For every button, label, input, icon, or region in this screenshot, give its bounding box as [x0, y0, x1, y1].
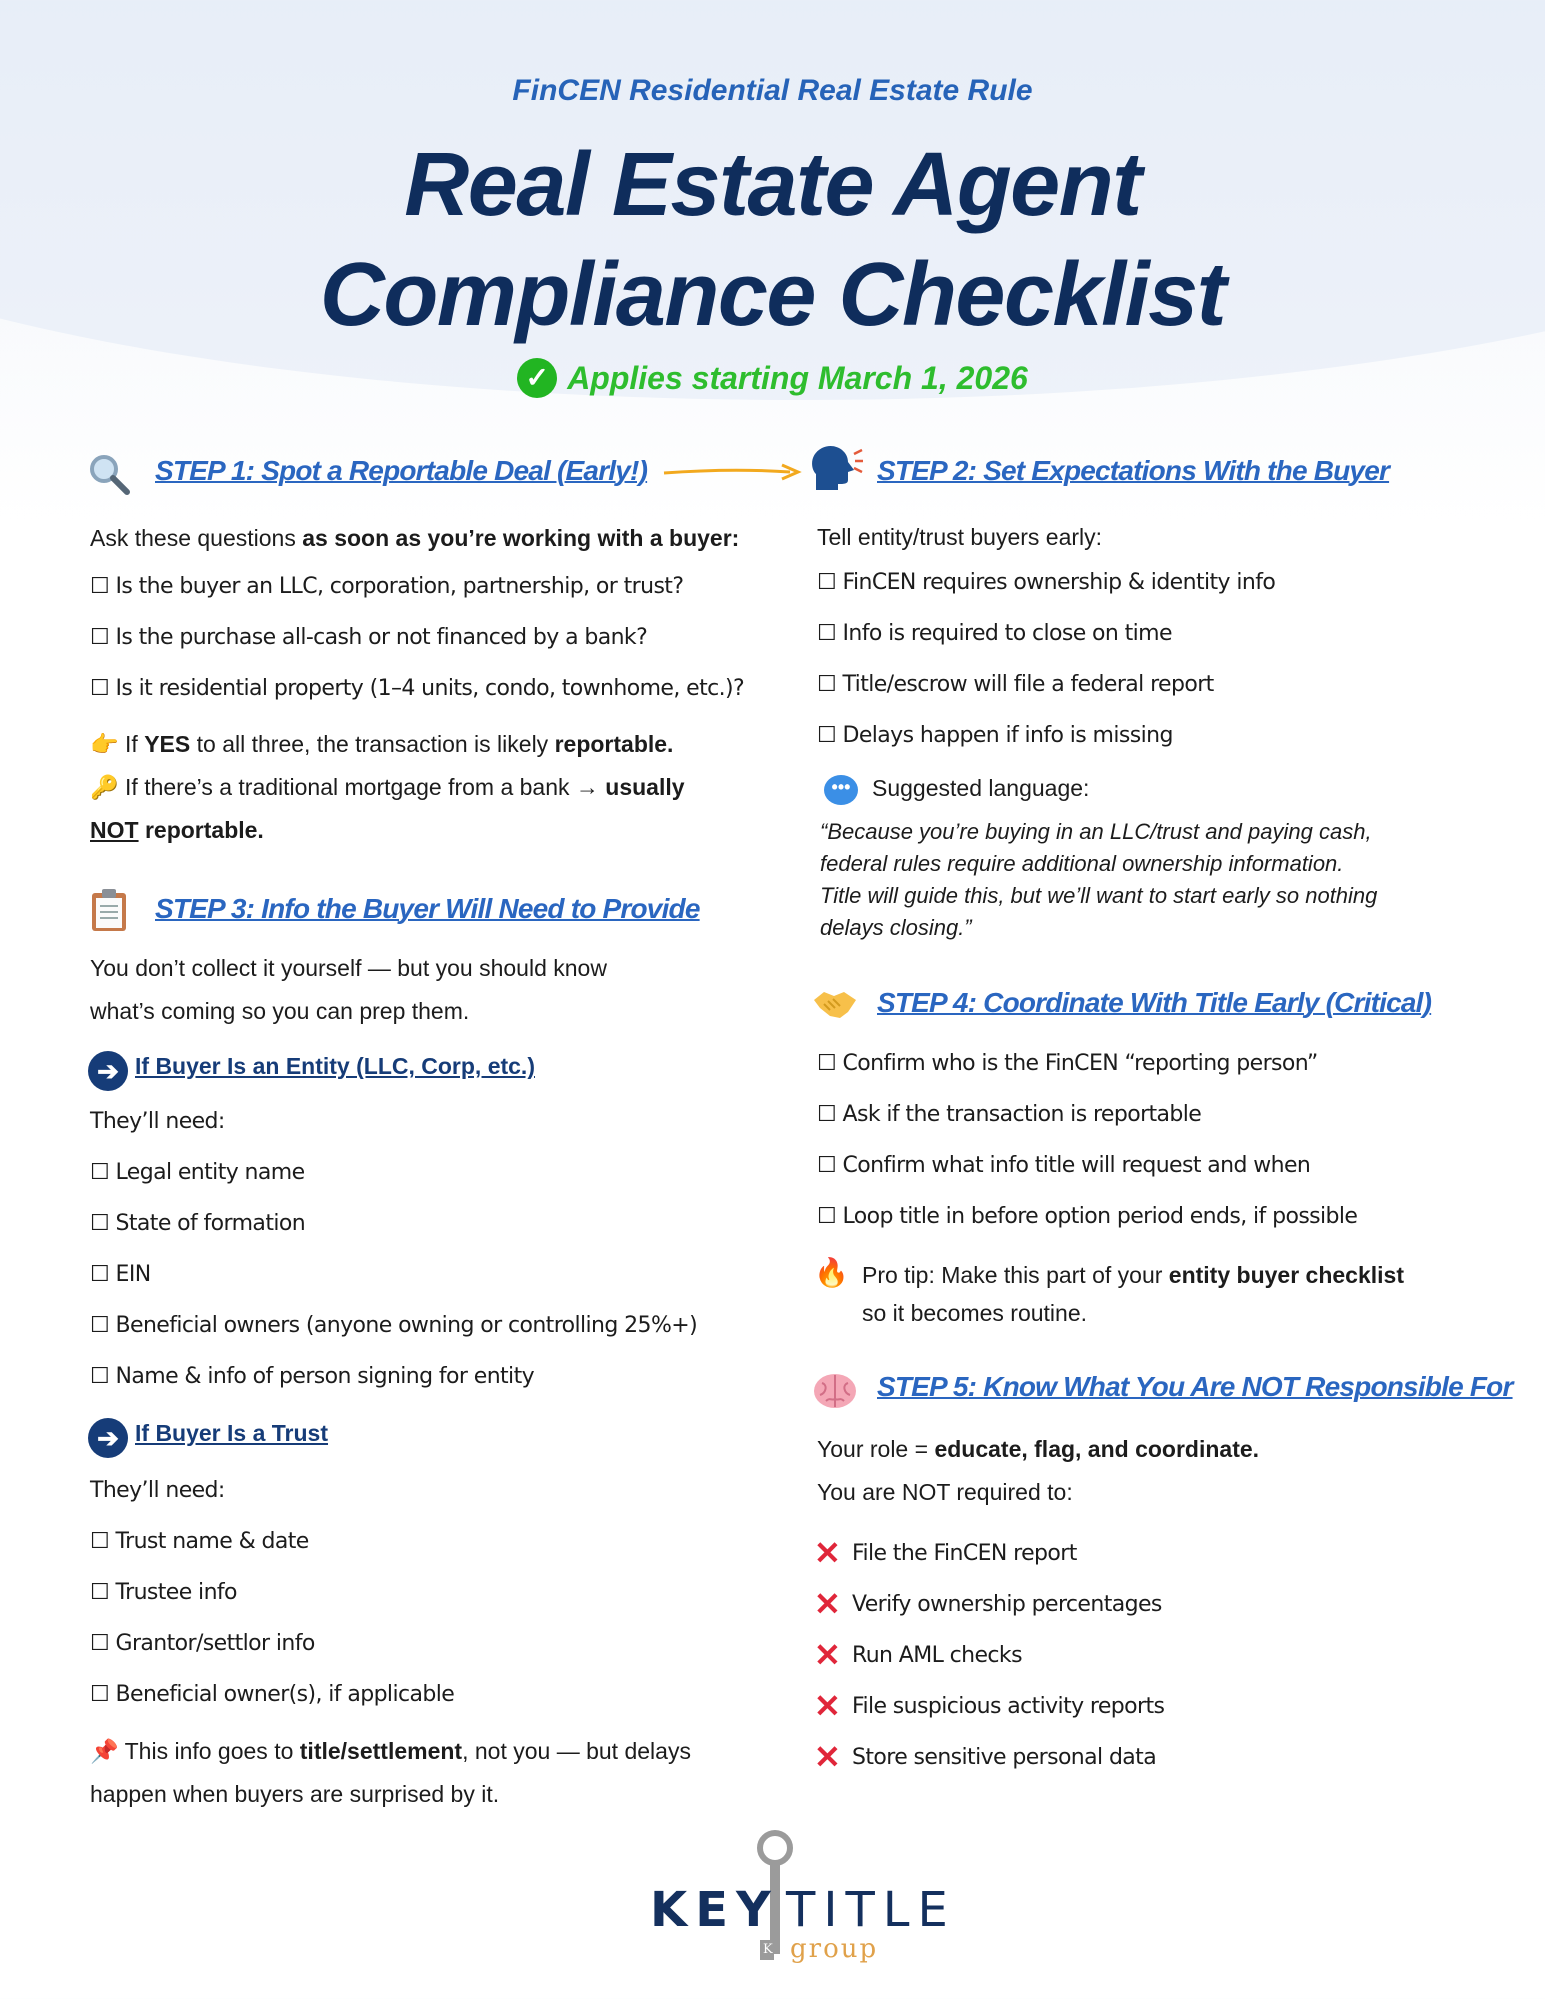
step5-heading: STEP 5: Know What You Are NOT Responsible For — [877, 1371, 1513, 1402]
fire-icon: 🔥 — [814, 1257, 849, 1288]
list-item: Verify ownership percentages — [852, 1592, 1162, 1617]
not-required-label: You are NOT required to: — [817, 1479, 1073, 1505]
arrow-circle-icon: ➔ — [88, 1418, 128, 1458]
list-item: File suspicious activity reports — [852, 1694, 1165, 1719]
brain-icon — [812, 1371, 858, 1419]
magnifying-glass-icon — [86, 452, 132, 504]
subtitle: FinCEN Residential Real Estate Rule — [512, 74, 1033, 107]
list-item: ☐ Legal entity name — [90, 1160, 305, 1185]
list-item: ☐ Ask if the transaction is reportable — [817, 1102, 1202, 1127]
list-item: ☐ EIN — [90, 1262, 151, 1287]
cross-mark-icon: ✕ — [814, 1637, 841, 1673]
list-item: ☐ Beneficial owner(s), if applicable — [90, 1682, 455, 1707]
list-item: ☐ Delays happen if info is missing — [817, 723, 1173, 748]
title-line-1: Real Estate Agent — [404, 135, 1141, 235]
list-item: File the FinCEN report — [852, 1541, 1077, 1566]
list-item: ☐ Trustee info — [90, 1580, 237, 1605]
list-item: ☐ Info is required to close on time — [817, 621, 1172, 646]
step1-intro: Ask these questions as soon as you’re working with a buyer: — [90, 525, 740, 551]
list-item: ☐ Confirm who is the FinCEN “reporting person” — [817, 1051, 1318, 1076]
list-item: Run AML checks — [852, 1643, 1022, 1668]
step1-note-mortgage-end: NOT reportable. — [90, 817, 264, 843]
list-item: ☐ Trust name & date — [90, 1529, 309, 1554]
quote-line: “Because you’re buying in an LLC/trust and paying cash, — [820, 819, 1372, 844]
cross-mark-icon: ✕ — [814, 1688, 841, 1724]
trust-subheading: If Buyer Is a Trust — [135, 1420, 329, 1446]
check-circle-icon: ✓ — [517, 358, 557, 398]
clipboard-icon — [86, 888, 132, 940]
list-item: Store sensitive personal data — [852, 1745, 1157, 1770]
list-item: ☐ Is it residential property (1–4 units, condo, townhome, etc.)? — [90, 676, 745, 701]
pro-tip-line2: so it becomes routine. — [862, 1300, 1088, 1326]
suggested-language-label: Suggested language: — [872, 775, 1090, 801]
step3-intro-line2: what’s coming so you can prep them. — [90, 998, 470, 1024]
list-item: ☐ Loop title in before option period ends, if possible — [817, 1204, 1358, 1229]
speaking-head-icon — [808, 444, 854, 502]
cross-mark-icon: ✕ — [814, 1739, 841, 1775]
logo-title: TITLE — [786, 1882, 956, 1938]
step4-heading: STEP 4: Coordinate With Title Early (Critical) — [877, 987, 1432, 1018]
list-item: ☐ Beneficial owners (anyone owning or controlling 25%+) — [90, 1313, 698, 1338]
speech-bubble-icon: ••• — [824, 775, 858, 805]
pro-tip: Pro tip: Make this part of your entity buyer checklist — [862, 1262, 1404, 1288]
cross-mark-icon: ✕ — [814, 1535, 841, 1571]
pushpin-icon: 📌 — [90, 1738, 119, 1764]
applies-text: Applies starting March 1, 2026 — [567, 360, 1028, 396]
logo-k: K — [763, 1942, 773, 1957]
list-item: ☐ Confirm what info title will request and when — [817, 1153, 1311, 1178]
arrow-circle-icon: ➔ — [88, 1051, 128, 1091]
step1-heading: STEP 1: Spot a Reportable Deal (Early!) — [155, 455, 648, 486]
step3-intro-line1: You don’t collect it yourself — but you should know — [90, 955, 607, 981]
list-item: ☐ Is the buyer an LLC, corporation, partnership, or trust? — [90, 574, 684, 599]
step-arrow — [662, 462, 802, 487]
cross-mark-icon: ✕ — [814, 1586, 841, 1622]
quote-line: delays closing.” — [820, 915, 972, 940]
role-text: Your role = educate, flag, and coordinate. — [817, 1436, 1260, 1462]
step1-note-mortgage: 🔑 If there’s a traditional mortgage from a bank → usually — [90, 774, 685, 800]
entity-subheading: If Buyer Is an Entity (LLC, Corp, etc.) — [135, 1053, 535, 1079]
list-item: ☐ Grantor/settlor info — [90, 1631, 315, 1656]
title-line-2: Compliance Checklist — [319, 245, 1226, 345]
handshake-icon — [812, 986, 858, 1030]
step3-note: 📌 This info goes to title/settlement, not you — but delays — [90, 1738, 691, 1764]
step1-note-yes: 👉 If YES to all three, the transaction is likely reportable. — [90, 731, 674, 757]
key-title-logo — [650, 1830, 956, 1965]
entity-need: They’ll need: — [90, 1109, 225, 1134]
list-item: ☐ Name & info of person signing for entity — [90, 1364, 535, 1389]
list-item: ☐ Is the purchase all-cash or not financed by a bank? — [90, 625, 648, 650]
quote-line: Title will guide this, but we’ll want to start early so nothing — [820, 883, 1378, 908]
key-icon: 🔑 — [90, 774, 119, 800]
list-item: ☐ FinCEN requires ownership & identity info — [817, 570, 1276, 595]
step2-heading: STEP 2: Set Expectations With the Buyer — [877, 455, 1390, 486]
step3-note-line2: happen when buyers are surprised by it. — [90, 1781, 500, 1807]
list-item: ☐ State of formation — [90, 1211, 306, 1236]
trust-need: They’ll need: — [90, 1478, 225, 1503]
step2-intro: Tell entity/trust buyers early: — [817, 524, 1103, 550]
quote-line: federal rules require additional ownership information. — [820, 851, 1344, 876]
step3-heading: STEP 3: Info the Buyer Will Need to Provide — [155, 893, 700, 924]
logo-group: group — [790, 1934, 879, 1964]
pointing-hand-icon: 👉 — [90, 731, 119, 757]
list-item: ☐ Title/escrow will file a federal report — [817, 672, 1214, 697]
logo-key: KEY — [650, 1882, 779, 1938]
applies-date — [0, 360, 1545, 401]
